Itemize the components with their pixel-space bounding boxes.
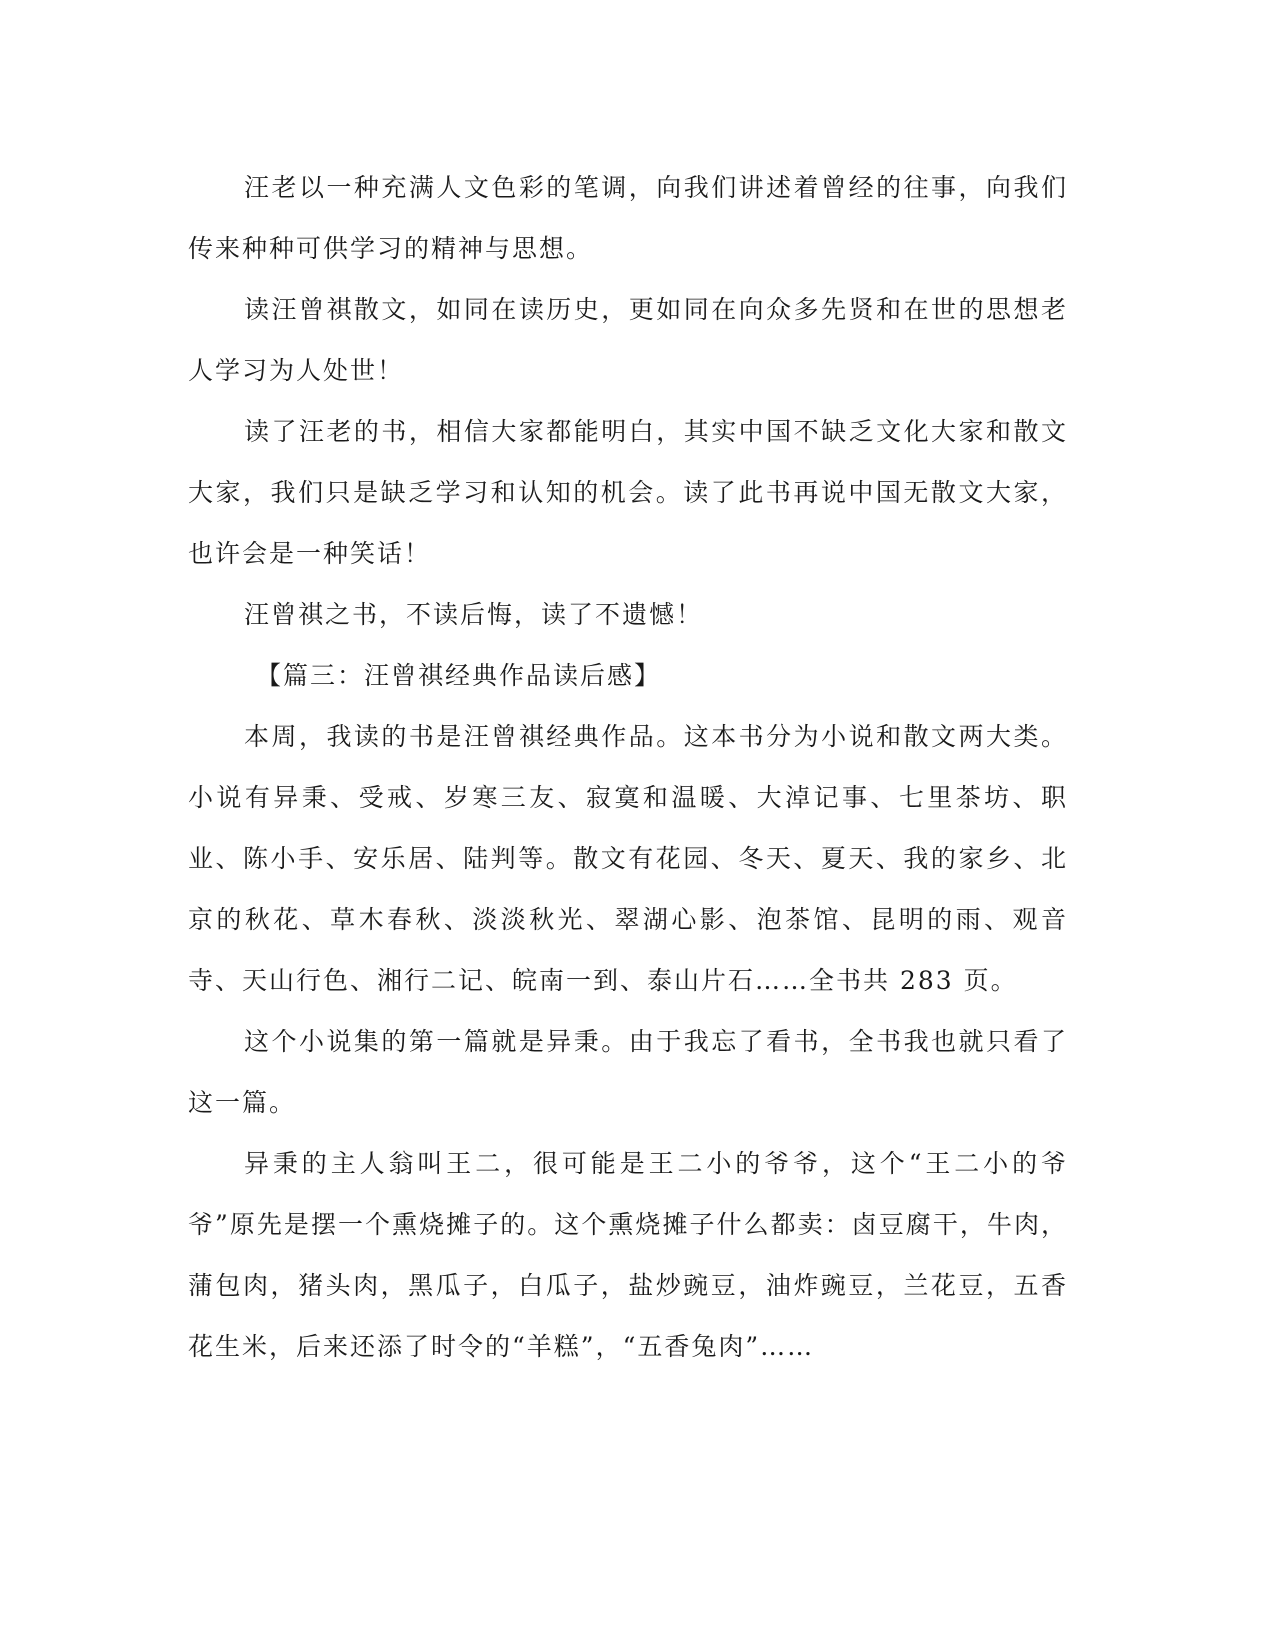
section-heading: 【篇三：汪曾祺经典作品读后感】: [256, 661, 662, 690]
paragraph: 读汪曾祺散文，如同在读历史，更如同在向众多先贤和在世的思想老人学习为人处世！: [188, 295, 1068, 385]
paragraph: 汪曾祺之书，不读后悔，读了不遗憾！: [244, 600, 704, 629]
document-body: [188, 157, 1068, 1377]
paragraph: 异秉的主人翁叫王二，很可能是王二小的爷爷，这个“王二小的爷爷”原先是摆一个熏烧摊子的。这个熏烧摊子什么都卖：卤豆腐干，牛肉，蒲包肉，猪头肉，黑瓜子，白瓜子，盐炒豌豆，油炸豌豆，兰花豆，五香花生米，后来还添了时令的“羊糕”，“五香兔肉”……: [188, 1149, 1068, 1361]
paragraph: 读了汪老的书，相信大家都能明白，其实中国不缺乏文化大家和散文大家，我们只是缺乏学习和认知的机会。读了此书再说中国无散文大家，也许会是一种笑话！: [188, 417, 1068, 568]
paragraph: 本周，我读的书是汪曾祺经典作品。这本书分为小说和散文两大类。小说有异秉、受戒、岁寒三友、寂寞和温暖、大淖记事、七里茶坊、职业、陈小手、安乐居、陆判等。散文有花园、冬天、夏天、我的家乡、北京的秋花、草木春秋、淡淡秋光、翠湖心影、泡茶馆、昆明的雨、观音寺、天山行色、湘行二记、皖南一到、泰山片石……全书共 283 页。: [188, 722, 1068, 995]
paragraph: 汪老以一种充满人文色彩的笔调，向我们讲述着曾经的往事，向我们传来种种可供学习的精神与思想。: [188, 173, 1068, 263]
paragraph: 这个小说集的第一篇就是异秉。由于我忘了看书，全书我也就只看了这一篇。: [188, 1027, 1068, 1117]
